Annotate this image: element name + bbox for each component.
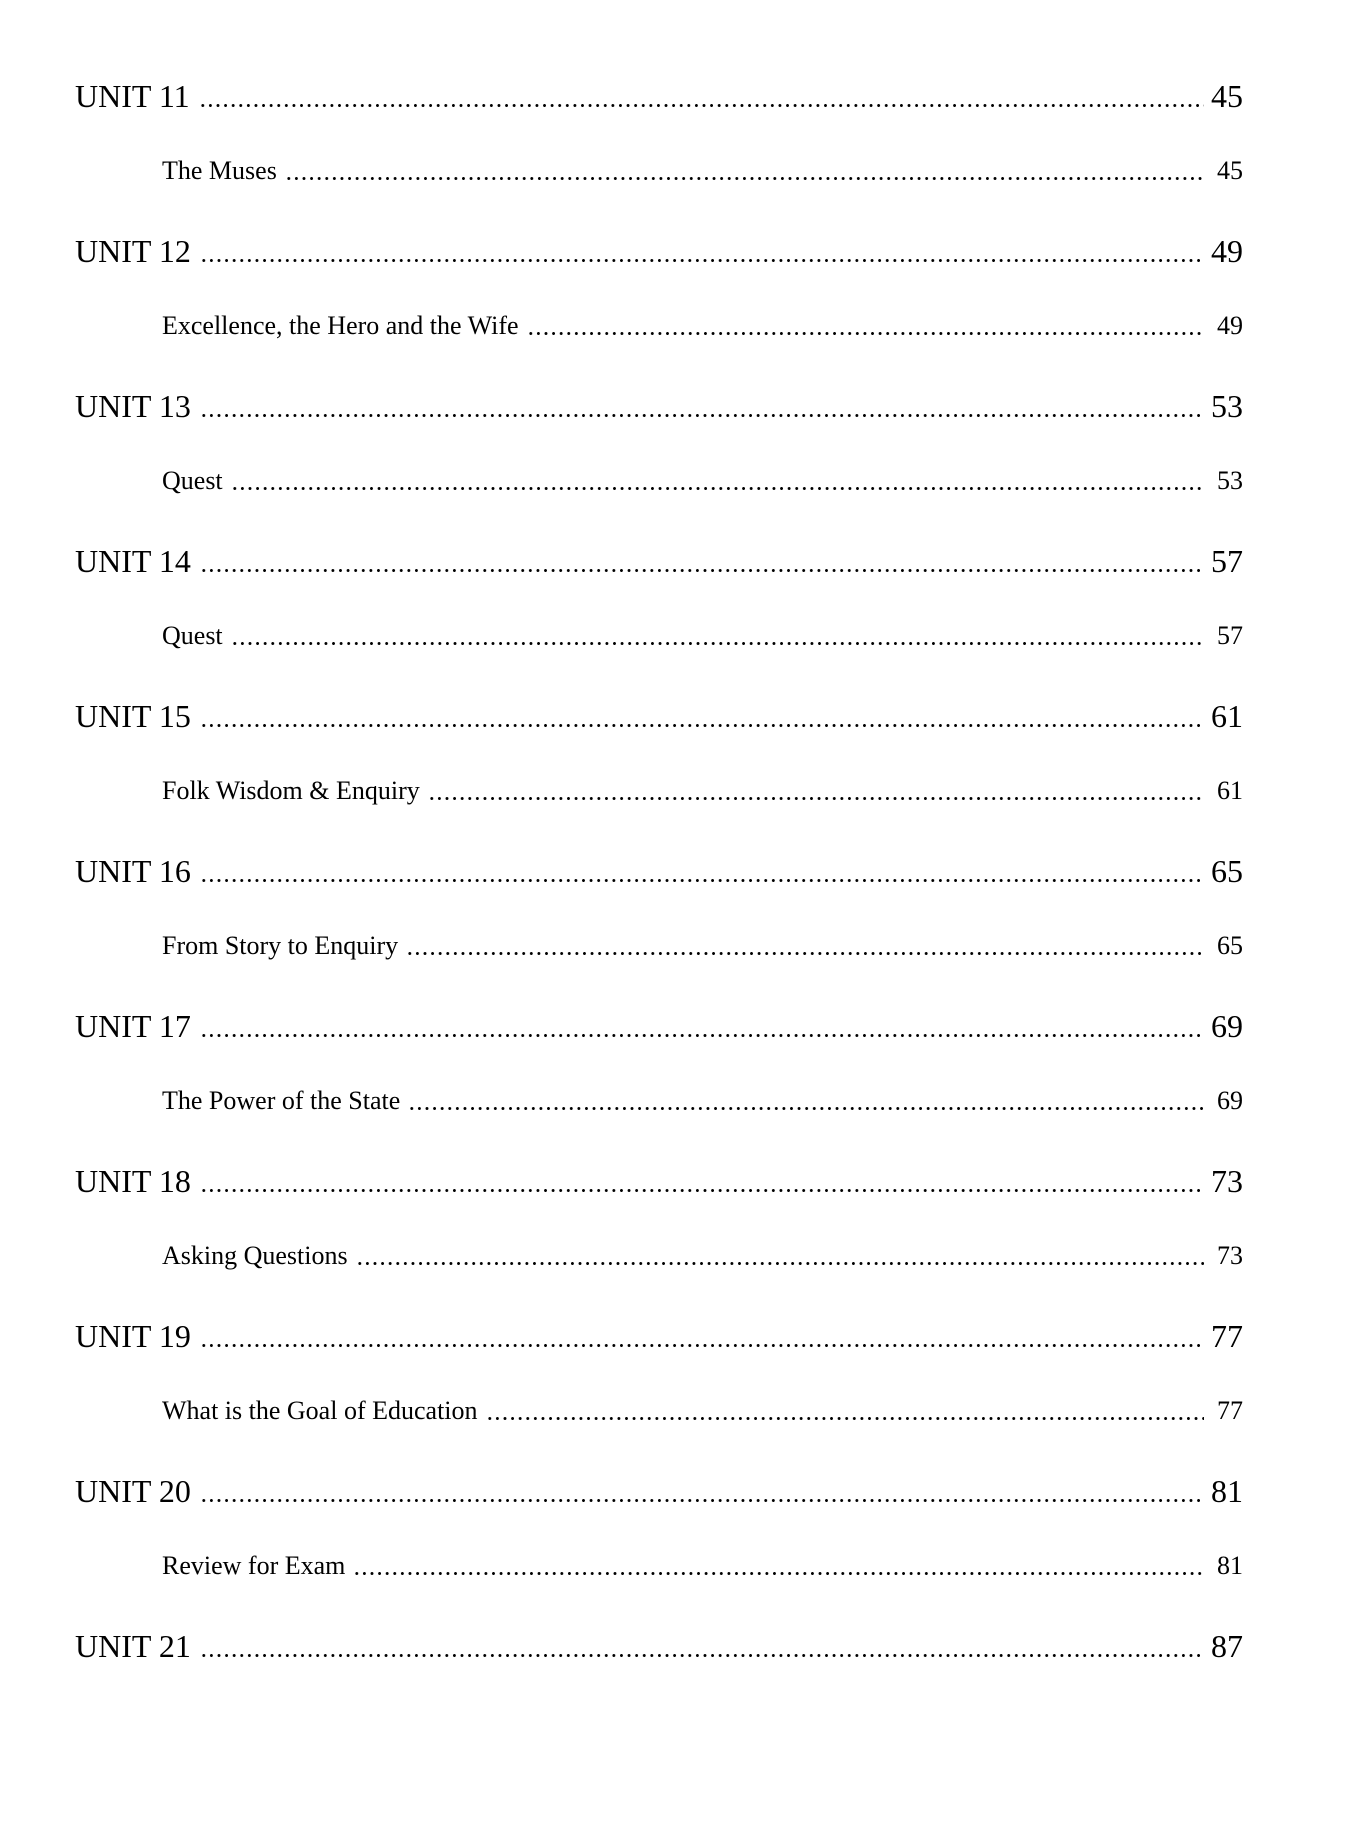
toc-sub-row: [75, 620, 1243, 652]
dot-leader: [191, 1162, 1211, 1200]
dot-leader: [191, 1007, 1211, 1045]
toc-item-page-number[interactable]: 53: [1217, 466, 1243, 495]
toc-item-title[interactable]: The Muses: [162, 156, 277, 185]
toc-item-page-number[interactable]: 49: [1217, 311, 1243, 340]
toc-item-title[interactable]: Excellence, the Hero and the Wife: [162, 311, 519, 340]
dot-leader: [191, 697, 1211, 735]
toc-unit-title[interactable]: UNIT 14: [75, 543, 191, 579]
dot-leader: [519, 310, 1217, 342]
toc-item-page-number[interactable]: 57: [1217, 621, 1243, 650]
toc-unit-row: [75, 1162, 1243, 1200]
toc-unit-title[interactable]: UNIT 11: [75, 78, 190, 114]
dot-leader: [345, 1550, 1217, 1582]
toc-item-page-number[interactable]: 73: [1217, 1241, 1243, 1270]
toc-item-title[interactable]: Asking Questions: [162, 1241, 348, 1270]
toc-sub-row: [75, 465, 1243, 497]
toc-unit-title[interactable]: UNIT 20: [75, 1473, 191, 1509]
toc-unit-row: [75, 852, 1243, 890]
toc-unit-page-number[interactable]: 81: [1211, 1473, 1243, 1509]
toc-sub-row: [75, 775, 1243, 807]
dot-leader: [348, 1240, 1217, 1272]
dot-leader: [223, 465, 1217, 497]
toc-unit-row: [75, 77, 1243, 115]
toc-unit-row: [75, 232, 1243, 270]
toc-unit-title[interactable]: UNIT 17: [75, 1008, 191, 1044]
toc-unit-page-number[interactable]: 57: [1211, 543, 1243, 579]
toc-unit-row: [75, 542, 1243, 580]
dot-leader: [223, 620, 1217, 652]
dot-leader: [191, 1627, 1211, 1665]
toc-item-page-number[interactable]: 61: [1217, 776, 1243, 805]
dot-leader: [400, 1085, 1217, 1117]
toc-unit-row: [75, 1317, 1243, 1355]
dot-leader: [191, 232, 1211, 270]
dot-leader: [478, 1395, 1217, 1427]
toc-sub-row: [75, 1550, 1243, 1582]
toc-item-title[interactable]: What is the Goal of Education: [162, 1396, 478, 1425]
toc-sub-row: [75, 155, 1243, 187]
dot-leader: [398, 930, 1217, 962]
toc-unit-row: [75, 697, 1243, 735]
toc-unit-page-number[interactable]: 45: [1211, 78, 1243, 114]
toc-unit-title[interactable]: UNIT 16: [75, 853, 191, 889]
toc-unit-page-number[interactable]: 77: [1211, 1318, 1243, 1354]
dot-leader: [191, 852, 1211, 890]
dot-leader: [190, 77, 1211, 115]
toc-sub-row: [75, 930, 1243, 962]
toc-item-page-number[interactable]: 69: [1217, 1086, 1243, 1115]
toc-item-title[interactable]: From Story to Enquiry: [162, 931, 399, 960]
dot-leader: [277, 155, 1217, 187]
toc-unit-row: [75, 1627, 1243, 1665]
toc-unit-page-number[interactable]: 87: [1211, 1628, 1243, 1664]
toc-unit-title[interactable]: UNIT 13: [75, 388, 191, 424]
toc-item-title[interactable]: Quest: [162, 466, 223, 495]
toc-item-page-number[interactable]: 65: [1217, 931, 1243, 960]
toc-unit-page-number[interactable]: 61: [1211, 698, 1243, 734]
toc-unit-page-number[interactable]: 69: [1211, 1008, 1243, 1044]
dot-leader: [191, 387, 1211, 425]
toc-item-title[interactable]: Review for Exam: [162, 1551, 346, 1580]
toc-item-title[interactable]: Quest: [162, 621, 223, 650]
toc-unit-page-number[interactable]: 65: [1211, 853, 1243, 889]
toc-unit-title[interactable]: UNIT 12: [75, 233, 191, 269]
toc-item-title[interactable]: Folk Wisdom & Enquiry: [162, 776, 420, 805]
toc-item-page-number[interactable]: 45: [1217, 156, 1243, 185]
toc-unit-page-number[interactable]: 73: [1211, 1163, 1243, 1199]
dot-leader: [191, 542, 1211, 580]
toc-item-title[interactable]: The Power of the State: [162, 1086, 401, 1115]
toc-sub-row: [75, 1085, 1243, 1117]
toc-item-page-number[interactable]: 81: [1217, 1551, 1243, 1580]
dot-leader: [191, 1472, 1211, 1510]
toc-item-page-number[interactable]: 77: [1217, 1396, 1243, 1425]
toc-unit-title[interactable]: UNIT 21: [75, 1628, 191, 1664]
toc-unit-page-number[interactable]: 49: [1211, 233, 1243, 269]
toc-unit-title[interactable]: UNIT 19: [75, 1318, 191, 1354]
toc-unit-row: [75, 1007, 1243, 1045]
toc-unit-title[interactable]: UNIT 15: [75, 698, 191, 734]
toc-unit-page-number[interactable]: 53: [1211, 388, 1243, 424]
toc-sub-row: [75, 1395, 1243, 1427]
toc-unit-row: [75, 387, 1243, 425]
toc-unit-row: [75, 1472, 1243, 1510]
toc-unit-title[interactable]: UNIT 18: [75, 1163, 191, 1199]
toc-sub-row: [75, 1240, 1243, 1272]
dot-leader: [191, 1317, 1211, 1355]
dot-leader: [420, 775, 1217, 807]
toc-sub-row: [75, 310, 1243, 342]
